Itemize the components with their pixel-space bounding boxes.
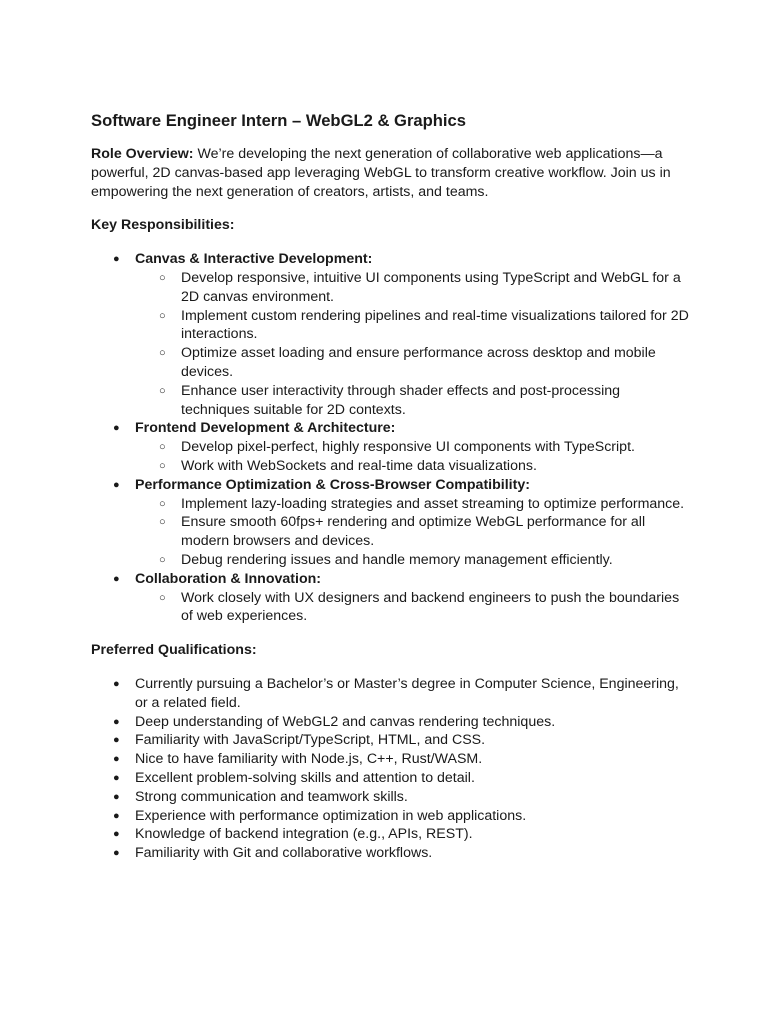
list-item-text: Experience with performance optimization in web applications. (135, 807, 527, 824)
list-item-text: Strong communication and teamwork skills. (135, 788, 408, 805)
responsibility-group-label: Performance Optimization & Cross-Browser Compatibility: (135, 476, 530, 493)
hollow-bullet-icon: ○ (159, 459, 166, 472)
responsibility-items (135, 269, 691, 419)
hollow-bullet-icon: ○ (159, 591, 166, 604)
role-overview (91, 145, 691, 201)
bullet-icon: ● (113, 253, 120, 266)
list-item (91, 769, 691, 788)
list-item (135, 457, 691, 476)
list-item-text: Work with WebSockets and real-time data visualizations. (181, 457, 537, 474)
bullet-icon: ● (113, 847, 120, 860)
list-item (91, 788, 691, 807)
bullet-icon: ● (113, 734, 120, 747)
bullet-icon: ● (113, 790, 120, 803)
list-item-text: Knowledge of backend integration (e.g., APIs, REST). (135, 826, 473, 843)
hollow-bullet-icon: ○ (159, 497, 166, 510)
responsibility-group (91, 419, 691, 475)
list-item (135, 551, 691, 570)
list-item (91, 675, 691, 713)
bullet-icon: ● (113, 771, 120, 784)
responsibility-group (91, 476, 691, 570)
list-item (135, 589, 691, 627)
role-overview-text: We’re developing the next generation of collaborative web applications—a powerful, 2D canvas-based app leveraging WebGL to transform creative workflow. Join us in empowering the next generation of creators, artists, and teams. (91, 146, 671, 200)
list-item (91, 713, 691, 732)
list-item-text: Excellent problem-solving skills and attention to detail. (135, 769, 475, 786)
qualifications-list (91, 675, 691, 863)
bullet-icon: ● (113, 809, 120, 822)
list-item (135, 269, 691, 307)
list-item-text: Ensure smooth 60fps+ rendering and optimize WebGL performance for all modern browsers and devices. (181, 514, 646, 550)
responsibilities-heading: Key Responsibilities: (91, 217, 235, 234)
list-item-text: Implement lazy-loading strategies and asset streaming to optimize performance. (181, 495, 685, 512)
responsibilities-list (91, 250, 691, 626)
document-body (91, 110, 691, 863)
hollow-bullet-icon: ○ (159, 384, 166, 397)
list-item-text: Nice to have familiarity with Node.js, C++, Rust/WASM. (135, 751, 483, 768)
list-item-text: Familiarity with Git and collaborative workflows. (135, 845, 433, 862)
responsibility-items (135, 589, 691, 627)
list-item-text: Optimize asset loading and ensure performance across desktop and mobile devices. (181, 345, 656, 380)
list-item (91, 807, 691, 826)
role-overview-label: Role Overview: (91, 146, 194, 162)
list-item-text: Develop pixel-perfect, highly responsive UI components with TypeScript. (181, 439, 635, 456)
list-item (135, 495, 691, 514)
list-item-text: Currently pursuing a Bachelor’s or Master’s degree in Computer Science, Engineering, or a related field. (135, 675, 679, 711)
responsibility-items (135, 438, 691, 476)
list-item-text: Implement custom rendering pipelines and real-time visualizations tailored for 2D interactions. (181, 307, 689, 343)
bullet-icon: ● (113, 572, 120, 585)
responsibility-group-label: Canvas & Interactive Development: (135, 251, 373, 268)
hollow-bullet-icon: ○ (159, 553, 166, 566)
list-item-text: Deep understanding of WebGL2 and canvas rendering techniques. (135, 713, 556, 730)
list-item-text: Familiarity with JavaScript/TypeScript, HTML, and CSS. (135, 732, 486, 749)
list-item (91, 731, 691, 750)
document-title: Software Engineer Intern – WebGL2 & Graphics (91, 111, 466, 130)
bullet-icon: ● (113, 828, 120, 841)
bullet-icon: ● (113, 677, 120, 690)
hollow-bullet-icon: ○ (159, 516, 166, 529)
responsibility-group (91, 250, 691, 419)
list-item-text: Work closely with UX designers and backend engineers to push the boundaries of web experiences. (181, 589, 680, 625)
responsibility-group-label: Frontend Development & Architecture: (135, 420, 396, 437)
bullet-icon: ● (113, 715, 120, 728)
list-item (135, 307, 691, 345)
responsibility-group (91, 570, 691, 626)
list-item (91, 825, 691, 844)
list-item (91, 844, 691, 863)
list-item-text: Enhance user interactivity through shader effects and post-processing techniques suitable for 2D contexts. (181, 382, 621, 418)
list-item (135, 344, 691, 382)
bullet-icon: ● (113, 753, 120, 766)
list-item-text: Develop responsive, intuitive UI components using TypeScript and WebGL for a 2D canvas environment. (181, 269, 681, 305)
list-item (135, 438, 691, 457)
responsibility-items (135, 495, 691, 570)
responsibility-group-label: Collaboration & Innovation: (135, 570, 322, 587)
bullet-icon: ● (113, 422, 120, 435)
qualifications-heading: Preferred Qualifications: (91, 642, 257, 659)
list-item (91, 750, 691, 769)
list-item (135, 382, 691, 420)
hollow-bullet-icon: ○ (159, 441, 166, 454)
hollow-bullet-icon: ○ (159, 271, 166, 284)
list-item-text: Debug rendering issues and handle memory management efficiently. (181, 551, 613, 568)
hollow-bullet-icon: ○ (159, 347, 166, 360)
hollow-bullet-icon: ○ (159, 309, 166, 322)
bullet-icon: ● (113, 478, 120, 491)
list-item (135, 513, 691, 551)
